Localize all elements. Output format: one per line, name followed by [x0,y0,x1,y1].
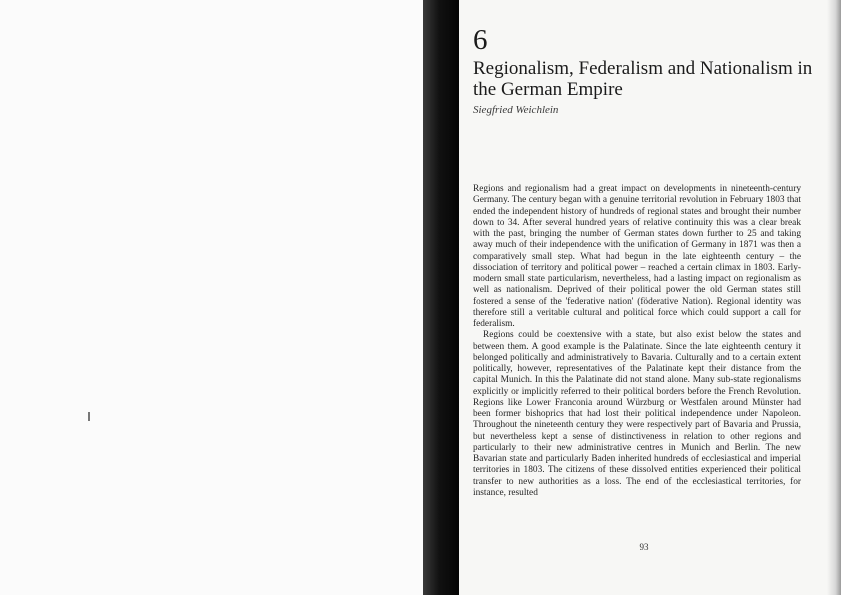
chapter-number: 6 [473,24,488,56]
page-mark [88,412,90,421]
body-text [473,184,801,499]
page-edge-shadow [827,0,841,595]
chapter-author: Siegfried Weichlein [473,104,559,116]
paragraph: Regions and regionalism had a great impact on developments in nineteenth-century Germany. The century began with a genuine territorial revolution in February 1803 that ended the independent history of hundreds of regional states and brought their number down to 34. After several hundred years of relative continuity this was a clear break with the past, bringing the number of German states down further to 25 and taking away much of their independence with the unification of Germany in 1871 was then a comparatively small step. What had begun in the late eighteenth century – the dissociation of territory and political power – reached a certain climax in 1803. Early-modern small state particularism, nevertheless, had a lasting impact on regionalism as well as nationalism. Deprived of their political power the old German states still fostered a sense of the 'federative nation' (föderative Nation). Regional identity was therefore still a veritable cultural and political force which could support a call for federalism. [473,184,801,329]
page-number: 93 [639,542,649,552]
chapter-title: Regionalism, Federalism and Nationalism in the German Empire [473,58,813,100]
book-gutter [423,0,459,595]
right-page [459,0,841,595]
paragraph: Regions could be coextensive with a state, but also exist below the states and between them. A good example is the Palatinate. Since the late eighteenth century it belonged politically and administratively to Bavaria. Culturally and to a certain extent politically, however, representatives of the Palatinate kept their distance from the capital Munich. In this the Palatinate did not stand alone. Many sub-state regionalisms explicitly or implicitly referred to their political borders before the French Revolution. Regions like Lower Franconia around Würzburg or Westfalen around Münster had been former bishoprics that had lost their political independence under Napoleon. Throughout the nineteenth century they were respectively part of Bavaria and Prussia, but nevertheless kept a sense of distinctiveness in relation to other regions and particularly to their new administrative centres in Munich and Berlin. The new Bavarian state and particularly Baden inherited hundreds of ecclesiastical and imperial territories in 1803. The citizens of these dissolved entities experienced their political transfer to new authorities as a loss. The end of the ecclesiastical territories, for instance, resulted [473,330,801,498]
